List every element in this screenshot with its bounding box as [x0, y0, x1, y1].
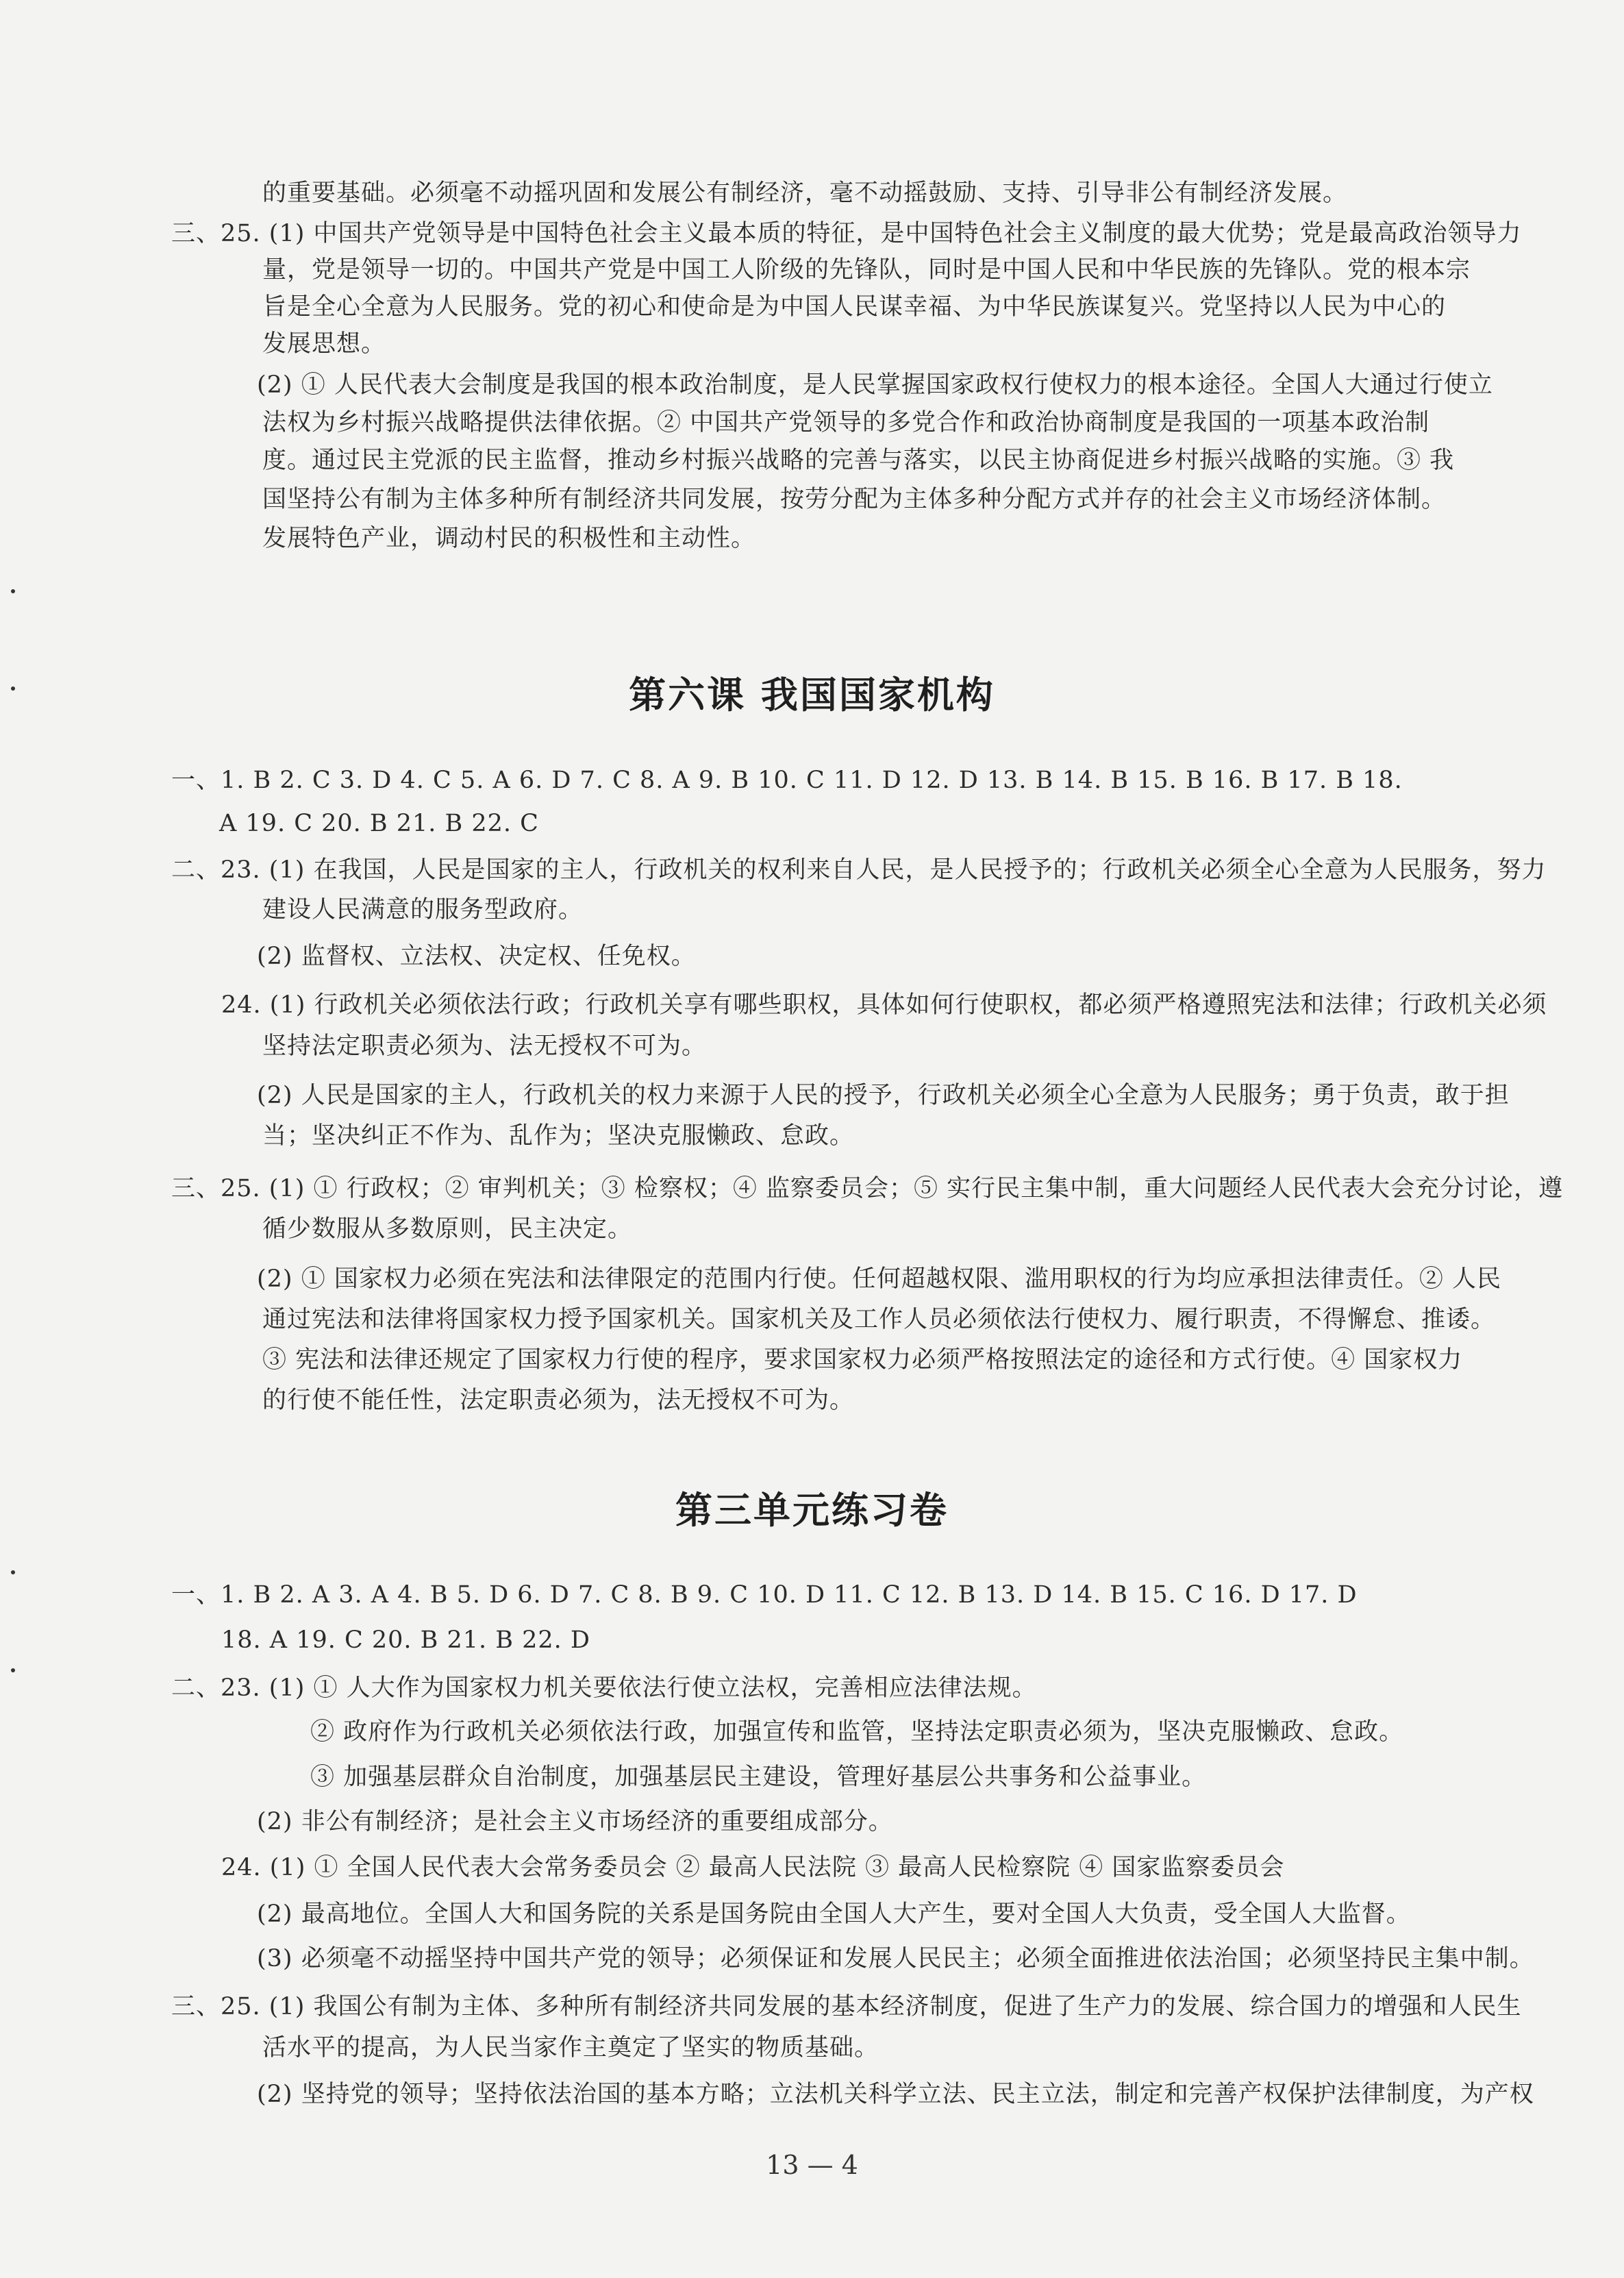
answer-line: 的行使不能任性，法定职责必须为，法无授权不可为。 — [262, 1387, 855, 1414]
answer-line: 二、23. (1) 在我国，人民是国家的主人，行政机关的权利来自人民，是人民授予的；行政机关必须全心全意为人民服务，努力 — [171, 856, 1547, 884]
text-line: 旨是全心全意为人民服务。党的初心和使命是为中国人民谋幸福、为中华民族谋复兴。党坚持以人民为中心的 — [262, 293, 1447, 321]
answer-line: 一、1. B 2. C 3. D 4. C 5. A 6. D 7. C 8. A 9. B 10. C 11. D 12. D 13. B 14. B 15. B 16. B 17. B 18. — [171, 767, 1403, 794]
answer-line: 三、25. (1) ① 行政权；② 审判机关；③ 检察权；④ 监察委员会；⑤ 实行民主集中制，重大问题经人民代表大会充分讨论，遵 — [171, 1175, 1564, 1202]
answer-line: 三、25. (1) 我国公有制为主体、多种所有制经济共同发展的基本经济制度，促进了生产力的发展、综合国力的增强和人民生 — [171, 1993, 1522, 2020]
answer-line: 一、1. B 2. A 3. A 4. B 5. D 6. D 7. C 8. B 9. C 10. D 11. C 12. B 13. D 14. B 15. C 16. D 17. D — [171, 1581, 1358, 1609]
answer-line: (2) ① 国家权力必须在宪法和法律限定的范围内行使。任何超越权限、滥用职权的行为均应承担法律责任。② 人民 — [257, 1265, 1501, 1293]
text-line: 三、25. (1) 中国共产党领导是中国特色社会主义最本质的特征，是中国特色社会主义制度的最大优势；党是最高政治领导力 — [171, 220, 1522, 247]
text-line: (2) ① 人民代表大会制度是我国的根本政治制度，是人民掌握国家政权行使权力的根本途径。全国人大通过行使立 — [257, 371, 1493, 399]
binding-mark — [11, 686, 15, 691]
answer-line: (2) 坚持党的领导；坚持依法治国的基本方略；立法机关科学立法、民主立法，制定和完善产权保护法律制度，为产权 — [257, 2081, 1534, 2108]
answer-line: 18. A 19. C 20. B 21. B 22. D — [221, 1626, 590, 1654]
answer-line: 通过宪法和法律将国家权力授予国家机关。国家机关及工作人员必须依法行使权力、履行职责，不得懈怠、推诿。 — [262, 1306, 1496, 1333]
answer-line: 坚持法定职责必须为、法无授权不可为。 — [262, 1032, 707, 1060]
section-heading-lesson-6: 第六课 我国国家机构 — [629, 673, 995, 717]
answer-line: 活水平的提高，为人民当家作主奠定了坚实的物质基础。 — [262, 2034, 879, 2062]
answer-line: (2) 非公有制经济；是社会主义市场经济的重要组成部分。 — [257, 1808, 893, 1835]
text-line: 的重要基础。必须毫不动摇巩固和发展公有制经济，毫不动摇鼓励、支持、引导非公有制经济发展。 — [262, 179, 1348, 207]
answer-line: 循少数服从多数原则，民主决定。 — [262, 1215, 633, 1243]
answer-line: 24. (1) 行政机关必须依法行政；行政机关享有哪些职权，具体如何行使职权，都必须严格遵照宪法和法律；行政机关必须 — [221, 991, 1547, 1019]
section-heading-unit-3: 第三单元练习卷 — [675, 1489, 949, 1532]
answer-line: 建设人民满意的服务型政府。 — [262, 896, 584, 924]
answer-line: 当；坚决纠正不作为、乱作为；坚决克服懒政、怠政。 — [262, 1122, 855, 1150]
answer-line: ② 政府作为行政机关必须依法行政，加强宣传和监管，坚持法定职责必须为，坚决克服懒政、怠政。 — [310, 1718, 1404, 1746]
answer-line: 24. (1) ① 全国人民代表大会常务委员会 ② 最高人民法院 ③ 最高人民检察院 ④ 国家监察委员会 — [221, 1854, 1285, 1881]
binding-mark — [11, 1570, 15, 1574]
answer-line: (2) 人民是国家的主人，行政机关的权力来源于人民的授予，行政机关必须全心全意为人民服务；勇于负责，敢于担 — [257, 1082, 1510, 1109]
answer-line: (3) 必须毫不动摇坚持中国共产党的领导；必须保证和发展人民民主；必须全面推进依法治国；必须坚持民主集中制。 — [257, 1945, 1534, 1972]
answer-line: (2) 监督权、立法权、决定权、任免权。 — [257, 943, 696, 970]
text-line: 发展思想。 — [262, 330, 386, 358]
answer-line: A 19. C 20. B 21. B 22. C — [219, 810, 539, 837]
text-line: 量，党是领导一切的。中国共产党是中国工人阶级的先锋队，同时是中国人民和中华民族的先锋队。党的根本宗 — [262, 256, 1471, 284]
binding-mark — [11, 1668, 15, 1672]
text-line: 国坚持公有制为主体多种所有制经济共同发展，按劳分配为主体多种分配方式并存的社会主义市场经济体制。 — [262, 486, 1447, 513]
answer-line: (2) 最高地位。全国人大和国务院的关系是国务院由全国人大产生，要对全国人大负责，受全国人大监督。 — [257, 1901, 1411, 1928]
page-number: 13 — 4 — [766, 2150, 858, 2180]
text-line: 法权为乡村振兴战略提供法律依据。② 中国共产党领导的多党合作和政治协商制度是我国的一项基本政治制 — [262, 409, 1430, 436]
answer-line: ③ 加强基层群众自治制度，加强基层民主建设，管理好基层公共事务和公益事业。 — [310, 1763, 1207, 1791]
answer-line: 二、23. (1) ① 人大作为国家权力机关要依法行使立法权，完善相应法律法规。 — [171, 1674, 1037, 1702]
text-line: 发展特色产业，调动村民的积极性和主动性。 — [262, 525, 756, 552]
text-line: 度。通过民主党派的民主监督，推动乡村振兴战略的完善与落实，以民主协商促进乡村振兴战略的实施。③ 我 — [262, 447, 1455, 474]
binding-mark — [11, 589, 15, 593]
answer-line: ③ 宪法和法律还规定了国家权力行使的程序，要求国家权力必须严格按照法定的途径和方式行使。④ 国家权力 — [262, 1346, 1463, 1374]
